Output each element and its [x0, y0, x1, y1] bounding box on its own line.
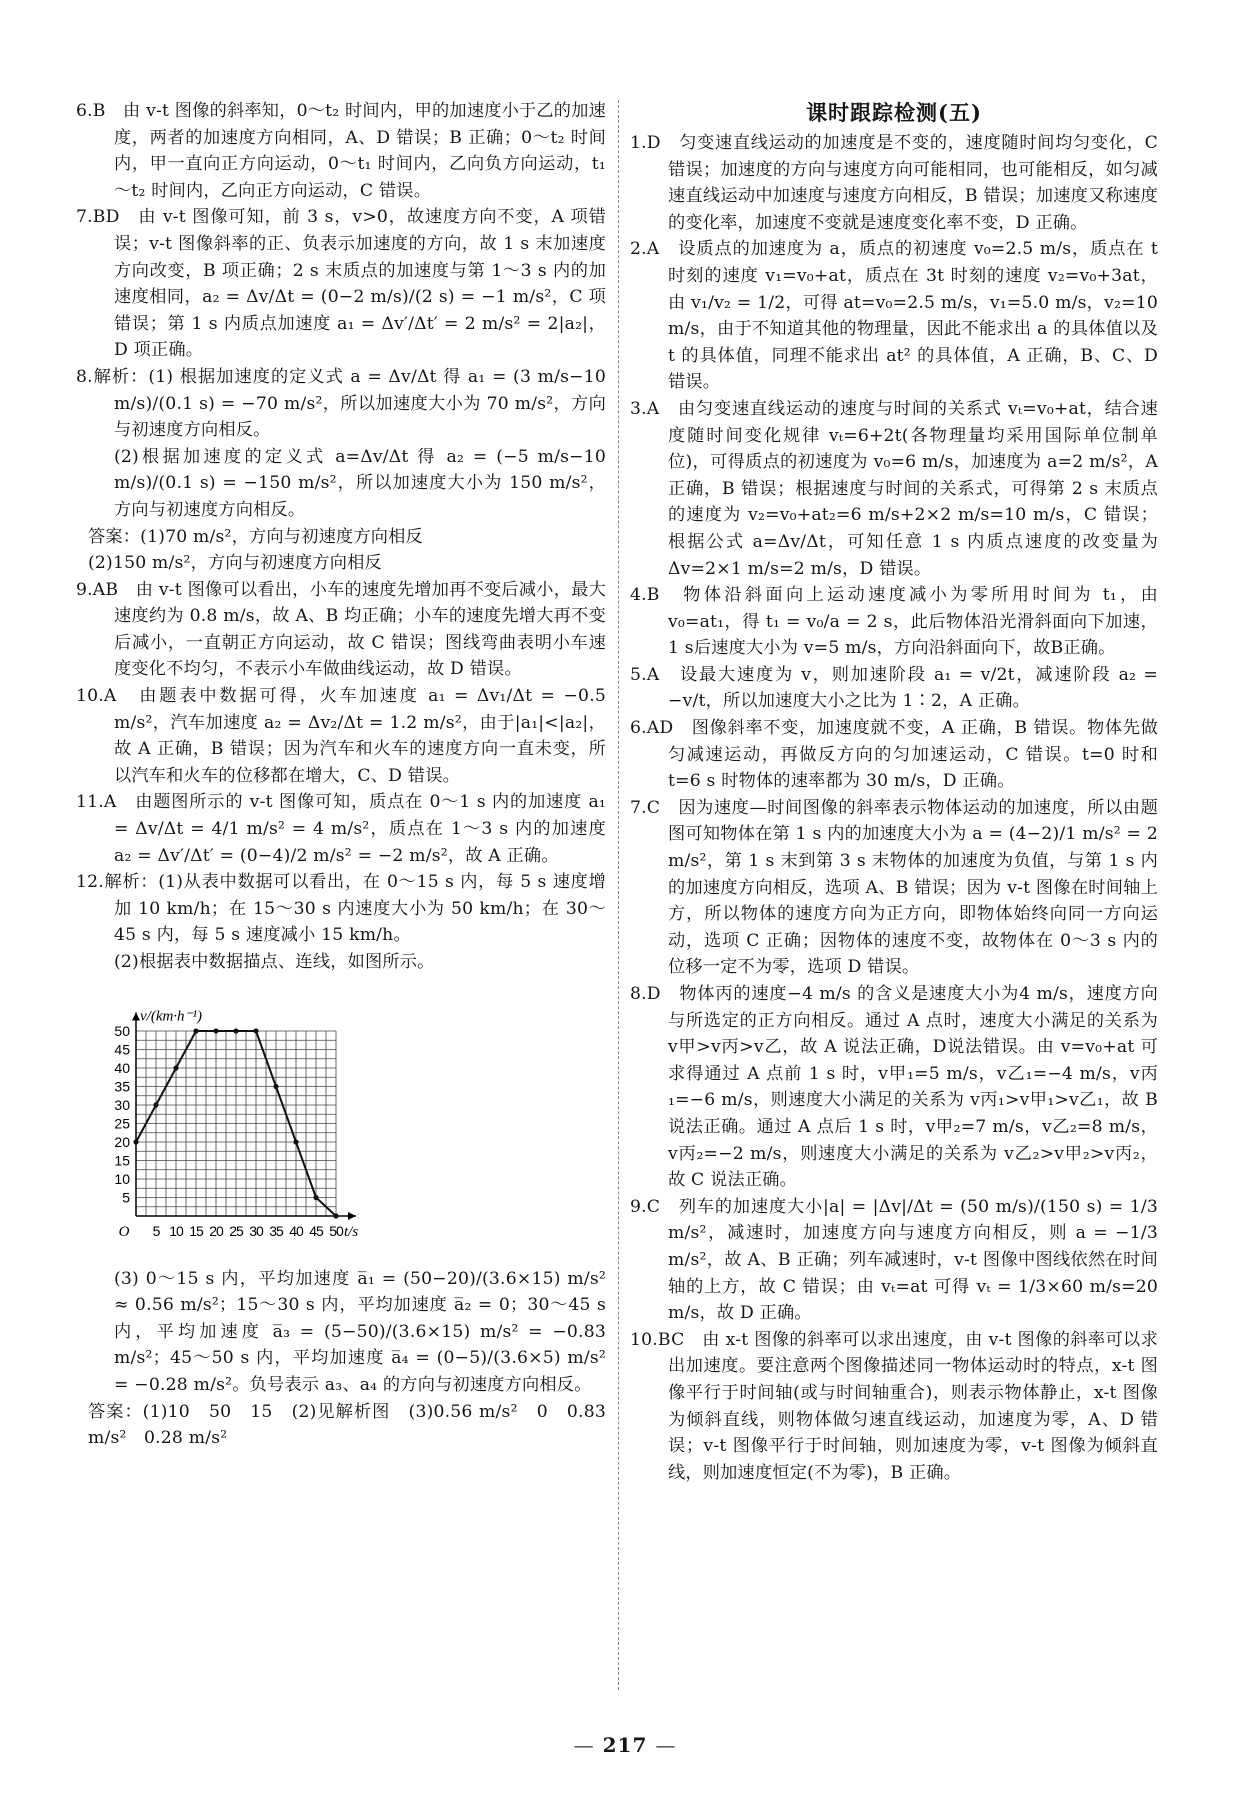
left-paragraph-2: 8.解析：(1) 根据加速度的定义式 a = Δv/Δt 得 a₁ = (3 m/s−10 m/s)/(0.1 s) = −70 m/s²，所以加速度大小为 70 m/s²，方向与初速度方向相反。 — [76, 366, 606, 441]
y-tick-label: 45 — [114, 1041, 130, 1058]
x-tick-label: 50 — [329, 1222, 343, 1239]
data-point — [173, 1065, 178, 1070]
y-tick-label: 5 — [122, 1189, 130, 1206]
y-tick-label: 30 — [114, 1096, 130, 1113]
footer-dash-left: — — [573, 1733, 595, 1757]
left-paragraph-7: 10.A 由题表中数据可得，火车加速度 a₁ = Δv₁/Δt = −0.5 m/s²，汽车加速度 a₂ = Δv₂/Δt = 1.2 m/s²，由于|a₁|<|a₂|，故 A 正确，B 错误；因为汽车和火车的速度方向一直未变，所以汽车和火车的位移都在增大，C、D 错误。 — [76, 686, 606, 786]
y-tick-label: 25 — [114, 1115, 130, 1132]
right-column — [630, 98, 1158, 1486]
right-paragraphs — [630, 130, 1158, 1486]
chart-svg — [76, 984, 406, 1254]
left-column — [76, 98, 606, 1452]
y-tick-label: 35 — [114, 1078, 130, 1095]
x-tick-label: 40 — [289, 1222, 303, 1239]
left-paragraph-5: (2)150 m/s²，方向与初速度方向相反 — [88, 553, 382, 574]
left-paragraphs — [76, 98, 606, 976]
x-tick-label: 5 — [152, 1222, 160, 1239]
right-paragraph-2: 3.A 由匀变速直线运动的速度与时间的关系式 vₜ=v₀+at，结合速度随时间变化规律 vₜ=6+2t(各物理量均采用国际单位制单位)，可得质点的初速度为 v₀=6 m/s，加速度为 a=2 m/s²，A 正确，B 错误；根据速度与时间的关系式，可得第 2 s 末质点的速度为 v₂=v₀+at₂=6 m/s+2×2 m/s=10 m/s，C 错误；根据公式 a=Δv/Δt，可知任意 1 s 内质点速度的改变量为 Δv=2×1 m/s=2 m/s，D 错误。 — [630, 398, 1158, 579]
y-axis-arrow — [132, 1012, 140, 1020]
page-number: 217 — [602, 1733, 648, 1757]
x-tick-label: 10 — [169, 1222, 183, 1239]
data-point — [293, 1139, 298, 1144]
right-paragraph-4: 5.A 设最大速度为 v，则加速阶段 a₁ = v/2t，减速阶段 a₂ = −v/t，所以加速度大小之比为 1∶2，A 正确。 — [630, 664, 1158, 712]
left-paragraph-0: 6.B 由 v-t 图像的斜率知，0～t₂ 时间内，甲的加速度小于乙的加速度，两者的加速度方向相同，A、D 错误；B 正确；0～t₂ 时间内，甲一直向正方向运动，0～t₁ 时间内，乙向负方向运动，t₁～t₂ 时间内，乙向正方向运动，C 错误。 — [76, 101, 606, 201]
data-point — [153, 1102, 158, 1107]
column-divider — [618, 100, 619, 1690]
data-point — [213, 1028, 218, 1033]
left-after-chart-paragraph-0: (3) 0～15 s 内，平均加速度 a̅₁ = (50−20)/(3.6×15) m/s² ≈ 0.56 m/s²；15～30 s 内，平均加速度 a̅₂ = 0；30～45 s 内，平均加速度 a̅₃ = (5−50)/(3.6×15) m/s² = −0.83 m/s²；45～50 s 内，平均加速度 a̅₄ = (0−5)/(3.6×5) m/s² = −0.28 m/s²。负号表示 a₃、a₄ 的方向与初速度方向相反。 — [114, 1268, 606, 1395]
x-tick-label: 25 — [229, 1222, 243, 1239]
right-paragraph-0: 1.D 匀变速直线运动的加速度是不变的，速度随时间均匀变化，C 错误；加速度的方向与速度方向可能相同，也可能相反，如匀减速直线运动中加速度与速度方向相反，B 错误；加速度又称速度的变化率，加速度不变就是速度变化率不变，D 正确。 — [630, 133, 1158, 233]
y-tick-label: 15 — [114, 1152, 130, 1169]
right-paragraph-5: 6.AD 图像斜率不变，加速度就不变，A 正确，B 错误。物体先做匀减速运动，再做反方向的匀加速运动，C 错误。t=0 时和 t=6 s 时物体的速率都为 30 m/s，D 正确。 — [630, 718, 1158, 792]
y-tick-label: 10 — [114, 1170, 130, 1187]
left-paragraph-6: 9.AB 由 v-t 图像可以看出，小车的速度先增加再不变后减小，最大速度约为 0.8 m/s，故 A、B 均正确；小车的速度先增大再不变后减小，一直朝正方向运动，故 C 错误；图线弯曲表明小车速度变化不均匀，不表示小车做曲线运动，故 D 错误。 — [76, 579, 606, 680]
section-title: 课时跟踪检测(五) — [806, 100, 982, 125]
x-tick-label: 15 — [189, 1222, 203, 1239]
y-axis-label: v/(km·h⁻¹) — [140, 1008, 202, 1025]
x-tick-label: 20 — [209, 1222, 223, 1239]
left-paragraph-3: (2)根据加速度的定义式 a=Δv/Δt 得 a₂ = (−5 m/s−10 m/s)/(0.1 s) = −150 m/s²，所以加速度大小为 150 m/s²，方向与初速度方向相反。 — [114, 446, 606, 520]
data-point — [193, 1028, 198, 1033]
right-paragraph-1: 2.A 设质点的加速度为 a，质点的初速度 v₀=2.5 m/s，质点在 t 时刻的速度 v₁=v₀+at，质点在 3t 时刻的速度 v₂=v₀+3at，由 v₁/v₂ = 1/2，可得 at=v₀=2.5 m/s，v₁=5.0 m/s，v₂=10 m/s，由于不知道其他的物理量，因此不能求出 a 的具体值以及 t 的具体值，同理不能求出 at² 的具体值，A 正确，B、C、D 错误。 — [630, 239, 1158, 393]
left-paragraph-4: 答案：(1)70 m/s²，方向与初速度方向相反 — [88, 526, 423, 547]
x-tick-label: 30 — [249, 1222, 263, 1239]
left-after-chart-paragraph-1: 答案：(1)10 50 15 (2)见解析图 (3)0.56 m/s² 0 0.83 m/s² 0.28 m/s² — [88, 1401, 606, 1449]
x-axis-arrow — [348, 1212, 356, 1220]
data-point — [333, 1213, 338, 1218]
left-paragraphs-after-chart — [76, 1266, 606, 1452]
left-paragraph-1: 7.BD 由 v-t 图像可知，前 3 s，v>0，故速度方向不变，A 项错误；v-t 图像斜率的正、负表示加速度的方向，故 1 s 末加速度方向改变，B 项正确；2 s 末质点的加速度与第 1～3 s 内的加速度相同，a₂ = Δv/Δt = (0−2 m/s)/(2 s) = −1 m/s²，C 项错误；第 1 s 内质点加速度 a₁ = Δv′/Δt′ = 2 m/s² = 2|a₂|，D 项正确。 — [76, 207, 606, 361]
right-paragraph-7: 8.D 物体丙的速度−4 m/s 的含义是速度大小为4 m/s，速度方向与所选定的正方向相反。通过 A 点时，速度大小满足的关系为 v甲>v丙>v乙，故 A 说法正确，D说法错误。由 v=v₀+at 可求得通过 A 点前 1 s 时，v甲₁=5 m/s，v乙₁=−4 m/s，v丙₁=−6 m/s，则速度大小满足的关系为 v丙₁>v甲₁>v乙₁，故 B 说法正确。通过 A 点后 1 s 时，v甲₂=7 m/s，v乙₂=8 m/s，v丙₂=−2 m/s，则速度大小满足的关系为 v乙₂>v甲₂>v丙₂，故 C 说法正确。 — [630, 984, 1158, 1191]
y-tick-label: 50 — [114, 1022, 130, 1039]
data-point — [273, 1083, 278, 1088]
y-tick-label: 40 — [114, 1059, 130, 1076]
velocity-time-chart — [76, 984, 606, 1258]
data-point — [253, 1028, 258, 1033]
right-paragraph-8: 9.C 列车的加速度大小|a| = |Δv|/Δt = (50 m/s)/(150 s) = 1/3 m/s²，减速时，加速度方向与速度方向相反，则 a = −1/3 m/s²，故 A、B 正确；列车减速时，v-t 图像中图线依然在时间轴的上方，故 C 错误；由 vₜ=at 可得 vₜ = 1/3×60 m/s=20 m/s，故 D 正确。 — [630, 1196, 1158, 1324]
right-paragraph-3: 4.B 物体沿斜面向上运动速度减小为零所用时间为 t₁，由 v₀=at₁，得 t₁ = v₀/a = 2 s，此后物体沿光滑斜面向下加速，1 s后速度大小为 v=5 m/s，方向沿斜面向下，故B正确。 — [630, 585, 1158, 659]
right-paragraph-9: 10.BC 由 x-t 图像的斜率可以求出速度，由 v-t 图像的斜率可以求出加速度。要注意两个图像描述同一物体运动时的特点，x-t 图像平行于时间轴(或与时间轴重合)，则表示物体静止，x-t 图像为倾斜直线，则物体做匀速直线运动，加速度为零，A、D 错误；v-t 图像平行于时间轴，则加速度为零，v-t 图像为倾斜直线，则加速度恒定(不为零)，B 正确。 — [630, 1329, 1158, 1483]
origin-label: O — [118, 1223, 130, 1240]
x-tick-label: 35 — [269, 1222, 283, 1239]
y-tick-label: 20 — [114, 1133, 130, 1150]
page-number-footer — [0, 1733, 1250, 1757]
left-paragraph-10: (2)根据表中数据描点、连线，如图所示。 — [114, 952, 435, 972]
footer-dash-right: — — [655, 1733, 677, 1757]
data-point — [133, 1139, 138, 1144]
data-point — [313, 1194, 318, 1199]
right-paragraph-6: 7.C 因为速度—时间图像的斜率表示物体运动的加速度，所以由题图可知物体在第 1 s 内的加速度大小为 a = (4−2)/1 m/s² = 2 m/s²，第 1 s 末到第 3 s 末物体的加速度为负值，与第 1 s 内的加速度方向相反，选项 A、B 错误；因为 v-t 图像在时间轴上方，所以物体的速度方向为正方向，即物体始终向同一方向运动，选项 C 正确；因物体的速度不变，故物体在 0～3 s 内的位移一定不为零，选项 D 错误。 — [630, 797, 1158, 978]
left-paragraph-9: 12.解析：(1)从表中数据可以看出，在 0～15 s 内，每 5 s 速度增加 10 km/h；在 15～30 s 内速度大小为 50 km/h；在 30～45 s 内，每 5 s 速度减小 15 km/h。 — [76, 872, 606, 946]
x-tick-label: 45 — [309, 1222, 323, 1239]
left-paragraph-8: 11.A 由题图所示的 v-t 图像可知，质点在 0～1 s 内的加速度 a₁ = Δv/Δt = 4/1 m/s² = 4 m/s²，质点在 1～3 s 内的加速度 a₂ = Δv′/Δt′ = (0−4)/2 m/s² = −2 m/s²，故 A 正确。 — [76, 792, 606, 866]
x-axis-label: t/s — [344, 1223, 359, 1240]
data-point — [233, 1028, 238, 1033]
